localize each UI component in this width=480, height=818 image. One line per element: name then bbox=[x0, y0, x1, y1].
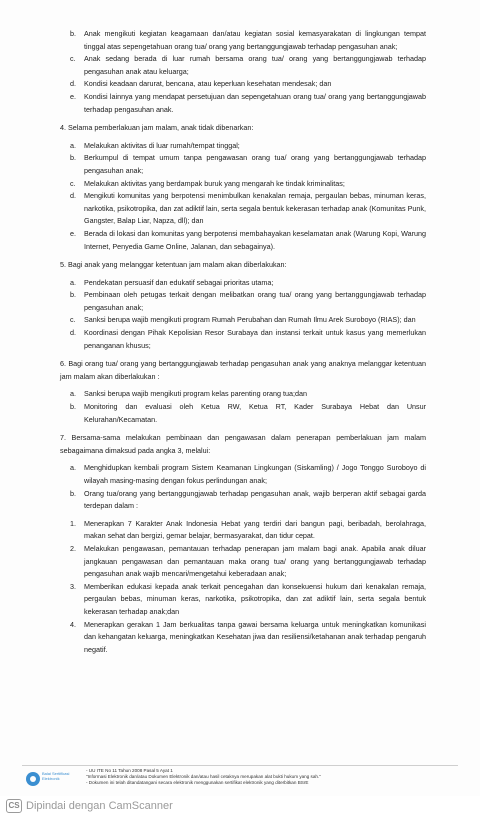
item-label: b. bbox=[70, 402, 76, 412]
document-body bbox=[60, 28, 426, 656]
item-text: Anak sedang berada di luar rumah bersama orang tua/ orang yang bertanggungjawab terhadap pengasuhan anak atau keluarga; bbox=[84, 54, 426, 76]
section-4-heading: 4. Selama pemberlakuan jam malam, anak tidak dibenarkan: bbox=[60, 123, 254, 133]
camscanner-text: Dipindai dengan CamScanner bbox=[26, 800, 173, 812]
list-item bbox=[70, 78, 426, 91]
item-label: b. bbox=[70, 29, 76, 38]
footer-line: - Dokumen ini telah ditandatangani secara elektronik menggunakan sertifikat elektronik yang diterbitkan BSrE bbox=[86, 780, 309, 785]
numbered-item bbox=[70, 543, 426, 581]
item-label: c. bbox=[70, 315, 76, 325]
item-text: Kondisi keadaan darurat, bencana, atau keperluan kesehatan mendesak; dan bbox=[84, 79, 332, 89]
list-item bbox=[70, 178, 426, 191]
list-item bbox=[70, 152, 426, 177]
item-label: 2. bbox=[70, 543, 76, 553]
item-text: Mengikuti komunitas yang berpotensi menimbulkan kenakalan remaja, pergaulan bebas, minuman keras, narkotika, psikotropika, dan zat adiktif lain, serta segala bentuk kekerasan terhadap anak (Komunitas Punk, Gangster, Balap Liar, Napza, dll); dan bbox=[84, 191, 426, 226]
item-label: d. bbox=[70, 191, 76, 201]
item-text: Koordinasi dengan Pihak Kepolisian Resor Surabaya dan instansi terkait untuk kasus yang memerlukan penanganan khusus; bbox=[84, 328, 426, 350]
item-text: Monitoring dan evaluasi oleh Ketua RW, Ketua RT, Kader Surabaya Hebat dan Unsur Kelurahan/Kecamatan. bbox=[84, 402, 426, 424]
item-label: d. bbox=[70, 79, 76, 89]
numbered-item bbox=[70, 518, 426, 543]
list-item bbox=[70, 401, 426, 426]
item-label: e. bbox=[70, 91, 76, 101]
footer-line: "Informasi Elektronik dan/atau Dokumen Elektronik dan/atau hasil cetaknya merupakan alat bukti hukum yang sah." bbox=[86, 774, 321, 779]
item-label: a. bbox=[70, 140, 76, 150]
item-text: Pembinaan oleh petugas terkait dengan melibatkan orang tua/ orang yang bertanggungjawab terhadap pengasuhan anak; bbox=[84, 290, 426, 312]
item-label: e. bbox=[70, 228, 76, 238]
item-text: Sanksi berupa wajib mengikuti program kelas parenting orang tua;dan bbox=[84, 389, 307, 399]
item-text: Melakukan aktivitas yang berdampak buruk yang mengarah ke tindak kriminalitas; bbox=[84, 178, 345, 188]
item-label: b. bbox=[70, 290, 76, 300]
list-item bbox=[70, 388, 426, 401]
item-label: 1. bbox=[70, 518, 76, 528]
section-6-heading: 6. Bagi orang tua/ orang yang bertanggungjawab terhadap pengasuhan anak yang anaknya melanggar ketentuan jam malam akan diberlakukan : bbox=[60, 359, 426, 381]
item-label: a. bbox=[70, 463, 76, 473]
item-text: Memberikan edukasi kepada anak terkait pencegahan dan konsekuensi hukum dari kenakalan remaja, pergaulan bebas, minuman keras, narkotika, psikotropika, dan zat adiktif lain, serta segala bentuk kekerasan terhadap anak;dan bbox=[84, 581, 426, 616]
section-7-heading: 7. Bersama-sama melakukan pembinaan dan pengawasan dalam penerapan pemberlakuan jam malam sebagaimana dimaksud pada angka 3, melalui: bbox=[60, 433, 426, 455]
item-label: a. bbox=[70, 389, 76, 399]
numbered-item bbox=[70, 619, 426, 657]
item-text: Menerapkan 7 Karakter Anak Indonesia Hebat yang terdiri dari bangun pagi, beribadah, berolahraga, makan sehat dan bergizi, gemar belajar, bermasyarakat, dan tidur cepat. bbox=[84, 518, 426, 541]
item-text: Menerapkan gerakan 1 Jam berkualitas tanpa gawai bersama keluarga untuk meningkatkan komunikasi dan kehangatan keluarga, meningkatkan Kesehatan jiwa dan resiliensi/ketahanan anak terhadap pengaruh negatif. bbox=[84, 619, 426, 654]
item-text: Pendekatan persuasif dan edukatif sebagai prioritas utama; bbox=[84, 277, 274, 287]
item-text: Orang tua/orang yang bertanggungjawab terhadap pengasuhan anak, wajib berperan aktif sebagai garda terdepan dalam : bbox=[84, 488, 426, 511]
item-text: Kondisi lainnya yang mendapat persetujuan dan sepengetahuan orang tua/ orang yang bertanggungjawab terhadap pengasuhan anak. bbox=[84, 91, 426, 114]
item-label: c. bbox=[70, 178, 76, 188]
item-label: d. bbox=[70, 328, 76, 338]
section-5-heading: 5. Bagi anak yang melanggar ketentuan jam malam akan diberlakukan: bbox=[60, 260, 287, 270]
item-label: b. bbox=[70, 488, 76, 498]
item-label: 4. bbox=[70, 619, 76, 629]
item-label: b. bbox=[70, 153, 76, 163]
bsre-logo bbox=[26, 770, 70, 796]
list-item bbox=[70, 140, 426, 153]
item-text: Berkumpul di tempat umum tanpa pengawasan orang tua/ orang yang bertanggungjawab terhadap pengasuhan anak; bbox=[84, 153, 426, 175]
bsre-footer bbox=[0, 762, 480, 796]
item-text: Melakukan pengawasan, pemantauan terhadap penerapan jam malam bagi anak. Apabila anak diluar jangkauan pengawasan dan pemantauan maka orang tua/ orang yang bertanggungjawab terhadap pengasuhan anak wajib mencari/mengetahui keberadaan anak; bbox=[84, 543, 426, 579]
item-text: Sanksi berupa wajib mengikuti program Rumah Perubahan dan Rumah Ilmu Arek Suroboyo (RIAS); dan bbox=[84, 315, 416, 325]
camscanner-logo-icon: CS bbox=[6, 799, 22, 813]
item-text: Berada di lokasi dan komunitas yang berpotensi membahayakan keselamatan anak (Warung Kopi, Warung Internet, Penyedia Game Online, Jalanan, dan sebagainya). bbox=[84, 228, 426, 251]
item-text: Menghidupkan kembali program Sistem Keamanan Lingkungan (Siskamling) / Jogo Tonggo Suroboyo di wilayah masing-masing dengan fokus perlindungan anak; bbox=[84, 463, 426, 485]
footer-line: - UU ITE No 11 Tahun 2008 Pasal 5 Ayat 1 bbox=[86, 768, 173, 773]
list-item bbox=[70, 91, 426, 116]
item-text: Melakukan aktivitas di luar rumah/tempat tinggal; bbox=[84, 140, 240, 150]
footer-notes bbox=[86, 768, 321, 786]
bsre-logo-text: Balai Sertifikasi Elektronik bbox=[42, 771, 70, 781]
list-item bbox=[70, 228, 426, 253]
list-item bbox=[70, 277, 426, 290]
numbered-item bbox=[70, 581, 426, 619]
camscanner-watermark bbox=[0, 796, 480, 818]
item-label: a. bbox=[70, 277, 76, 287]
list-item bbox=[70, 53, 426, 78]
item-label: 3. bbox=[70, 581, 76, 591]
item-label: c. bbox=[70, 54, 76, 64]
bsre-logo-icon bbox=[26, 772, 40, 786]
list-item bbox=[70, 28, 426, 53]
footer-divider bbox=[22, 765, 458, 766]
list-item bbox=[70, 314, 426, 327]
item-text: Anak mengikuti kegiatan keagamaan dan/atau kegiatan sosial kemasyarakatan di lingkungan tempat tinggal atas sepengetahuan orang tua/ orang yang bertanggungjawab terhadap pengasuhan anak; bbox=[84, 29, 426, 51]
list-item bbox=[70, 190, 426, 228]
list-item bbox=[70, 289, 426, 314]
list-item bbox=[70, 488, 426, 513]
list-item bbox=[70, 327, 426, 352]
list-item bbox=[70, 462, 426, 487]
